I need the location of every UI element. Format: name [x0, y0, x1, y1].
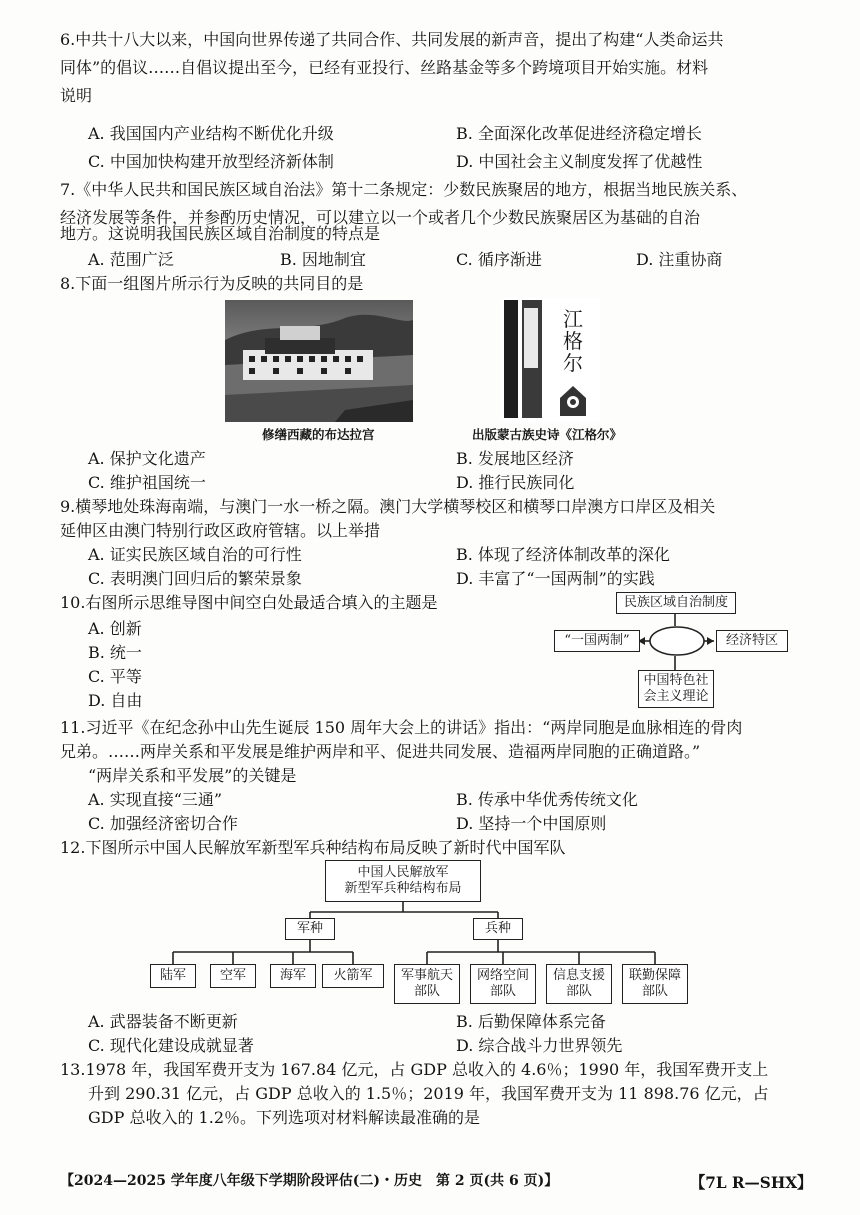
org-chart-root: [325, 860, 481, 902]
mind-map-bottom-line2: 会主义理论: [643, 689, 709, 704]
jangar-caption: 出版蒙古族史诗《江格尔》: [472, 427, 623, 442]
org-chart-leaf-information-support-line2: 部队: [565, 984, 592, 999]
q10-stem: 10.右图所示思维导图中间空白处最适合填入的主题是: [60, 593, 438, 612]
org-chart-leaf-aerospace-line2: 部队: [413, 984, 440, 999]
q10-option-c[interactable]: C. 平等: [88, 667, 142, 686]
q10-option-a[interactable]: A. 创新: [88, 619, 142, 638]
q11-stem-line3: “两岸关系和平发展”的关键是: [88, 766, 297, 785]
org-chart-root-line2: 新型军兵种结构布局: [344, 881, 462, 896]
q10-option-b[interactable]: B. 统一: [88, 643, 142, 662]
q7-option-d[interactable]: D. 注重协商: [636, 250, 723, 269]
q9-option-b[interactable]: B. 体现了经济体制改革的深化: [456, 545, 670, 564]
org-chart-branch-service: 军种: [285, 918, 335, 940]
mind-map-left: “一国两制”: [554, 630, 640, 652]
q6-stem-line1: 6.中共十八大以来，中国向世界传递了共同合作、共同发展的新声音，提出了构建“人类命运共: [60, 30, 724, 49]
q11-stem-line2: 兄弟。……两岸关系和平发展是维护两岸和平、促进共同发展、造福两岸同胞的正确道路。”: [60, 742, 701, 761]
org-chart-leaf-information-support: [546, 964, 612, 1004]
jangar-book-image: [500, 298, 600, 422]
q8-option-d[interactable]: D. 推行民族同化: [456, 473, 575, 492]
potala-palace-caption: 修缮西藏的布达拉宫: [262, 427, 375, 442]
q8-option-c[interactable]: C. 维护祖国统一: [88, 473, 206, 492]
q12-option-d[interactable]: D. 综合战斗力世界领先: [456, 1036, 623, 1055]
org-chart-leaf-joint-logistics-line2: 部队: [641, 984, 668, 999]
q13-stem-line3: GDP 总收入的 1.2％。下列选项对材料解读最准确的是: [88, 1108, 480, 1127]
q8-option-b[interactable]: B. 发展地区经济: [456, 449, 574, 468]
mind-map-bottom: [638, 670, 714, 708]
q7-stem-line2: 经济发展等条件，并参酌历史情况，可以建立以一个或者几个少数民族聚居区为基础的自治: [60, 208, 701, 227]
q9-stem-line1: 9.横琴地处珠海南端，与澳门一水一桥之隔。澳门大学横琴校区和横琴口岸澳方口岸区及相关: [60, 497, 716, 516]
org-chart-leaf-aerospace: [394, 964, 460, 1004]
q8-stem: 8.下面一组图片所示行为反映的共同目的是: [60, 274, 364, 293]
q12-option-b[interactable]: B. 后勤保障体系完备: [456, 1012, 606, 1031]
potala-palace-photo: [225, 300, 413, 422]
q11-option-a[interactable]: A. 实现直接“三通”: [88, 790, 223, 809]
mind-map-right: 经济特区: [716, 630, 788, 652]
q12-option-a[interactable]: A. 武器装备不断更新: [88, 1012, 238, 1031]
org-chart-leaf-air-force: 空军: [210, 964, 256, 988]
q6-stem-line3: 说明: [60, 86, 93, 105]
org-chart-leaf-army: 陆军: [150, 964, 196, 988]
q6-option-a[interactable]: A. 我国国内产业结构不断优化升级: [88, 124, 334, 143]
q9-option-c[interactable]: C. 表明澳门回归后的繁荣景象: [88, 569, 302, 588]
mind-map-top: 民族区域自治制度: [616, 592, 736, 614]
q11-option-d[interactable]: D. 坚持一个中国原则: [456, 814, 607, 833]
org-chart-leaf-joint-logistics-line1: 联勤保障: [628, 968, 681, 983]
ornament-icon: [556, 384, 590, 418]
q11-option-c[interactable]: C. 加强经济密切合作: [88, 814, 238, 833]
org-chart-leaf-cyberspace: [470, 964, 536, 1004]
q9-option-d[interactable]: D. 丰富了“一国两制”的实践: [456, 569, 655, 588]
mind-map-center-blank: [648, 625, 706, 657]
q11-stem-line1: 11.习近平《在纪念孙中山先生诞辰 150 周年大会上的讲话》指出：“两岸同胞是血脉相连的骨肉: [60, 718, 743, 737]
org-chart-branch-arm: 兵种: [473, 918, 523, 940]
q12-option-c[interactable]: C. 现代化建设成就显著: [88, 1036, 254, 1055]
q6-option-d[interactable]: D. 中国社会主义制度发挥了优越性: [456, 152, 703, 171]
org-chart-leaf-rocket-force: 火箭军: [322, 964, 384, 988]
org-chart-leaf-joint-logistics: [622, 964, 688, 1004]
q6-stem-line2: 同体”的倡议……自倡议提出至今，已经有亚投行、丝路基金等多个跨境项目开始实施。材料: [60, 58, 709, 77]
q6-option-b[interactable]: B. 全面深化改革促进经济稳定增长: [456, 124, 702, 143]
page-footer-code: 【7L R—SHX】: [690, 1173, 813, 1192]
book-title: 江格尔: [563, 307, 583, 375]
org-chart-leaf-information-support-line1: 信息支援: [552, 968, 605, 983]
mind-map-bottom-line1: 中国特色社: [643, 673, 709, 688]
q10-option-d[interactable]: D. 自由: [88, 691, 143, 710]
org-chart-root-line1: 中国人民解放军: [357, 865, 449, 880]
org-chart-leaf-navy: 海军: [270, 964, 316, 988]
q9-stem-line2: 延伸区由澳门特别行政区政府管辖。以上举措: [60, 521, 381, 540]
q8-option-a[interactable]: A. 保护文化遗产: [88, 449, 206, 468]
q13-stem-line1: 13.1978 年，我国军费开支为 167.84 亿元，占 GDP 总收入的 4.6％；1990 年，我国军费开支上: [60, 1060, 769, 1079]
org-chart-leaf-cyberspace-line1: 网络空间: [476, 968, 529, 983]
org-chart-leaf-aerospace-line1: 军事航天: [400, 968, 453, 983]
q9-option-a[interactable]: A. 证实民族区域自治的可行性: [88, 545, 302, 564]
page-footer-info: 【2024—2025 学年度八年级下学期阶段评估(二)・历史 第 2 页(共 6 页)】: [60, 1173, 559, 1189]
q13-stem-line2: 升到 290.31 亿元，占 GDP 总收入的 1.5％；2019 年，我国军费开支为 11 898.76 亿元，占: [88, 1084, 769, 1103]
q7-option-a[interactable]: A. 范围广泛: [88, 250, 174, 269]
q7-option-c[interactable]: C. 循序渐进: [456, 250, 542, 269]
org-chart-leaf-cyberspace-line2: 部队: [489, 984, 516, 999]
q6-option-c[interactable]: C. 中国加快构建开放型经济新体制: [88, 152, 334, 171]
q7-stem-line3: 地方。这说明我国民族区域自治制度的特点是: [60, 224, 381, 243]
q11-option-b[interactable]: B. 传承中华优秀传统文化: [456, 790, 638, 809]
q7-option-b[interactable]: B. 因地制宜: [280, 250, 366, 269]
q7-stem-line1: 7.《中华人民共和国民族区域自治法》第十二条规定：少数民族聚居的地方，根据当地民族关系、: [60, 180, 748, 199]
q12-stem: 12.下图所示中国人民解放军新型军兵种结构布局反映了新时代中国军队: [60, 838, 566, 857]
